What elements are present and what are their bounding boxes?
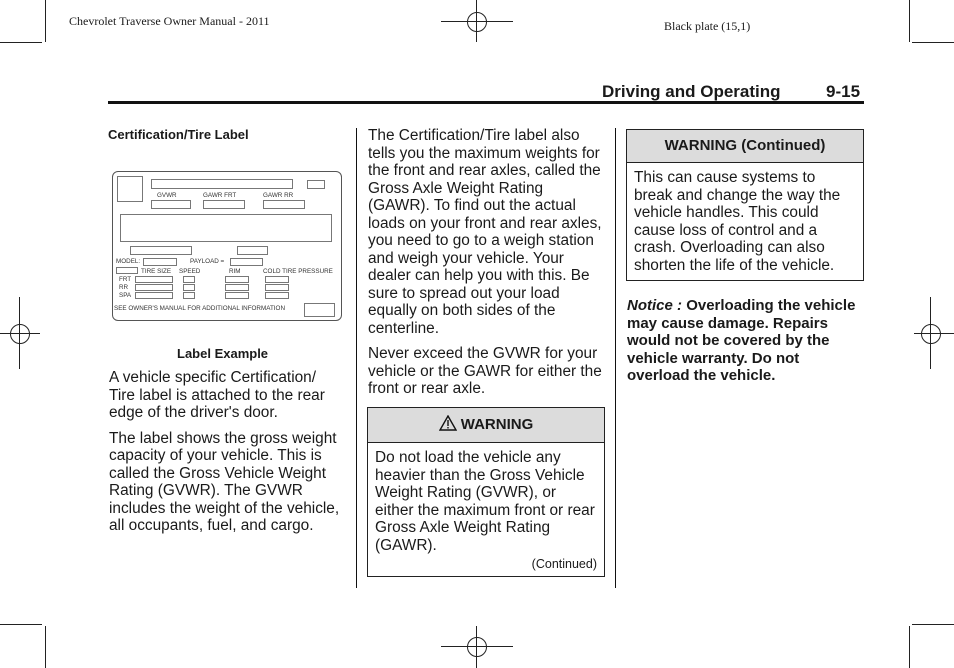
section-title: Driving and Operating (602, 82, 781, 101)
plate-label: Black plate (15,1) (664, 19, 751, 33)
warning-continued-body: This can cause systems to break and change the way the vehicle handles. This could cause loss of control and a crash. Overloading can also shorten the life of the vehicle. (634, 169, 841, 274)
manual-title: Chevrolet Traverse Owner Manual - 2011 (69, 14, 270, 28)
label-row-frt: FRT (119, 276, 132, 283)
header-rule (108, 101, 864, 104)
paragraph: Never exceed the GVWR for your vehicle or the GAWR for either the front or rear axle. (368, 345, 602, 397)
paragraph: A vehicle specific Certification/ Tire label is attached to the rear edge of the driver's door. (109, 369, 325, 421)
label-footer: SEE OWNER'S MANUAL FOR ADDITIONAL INFORMATION (114, 305, 285, 312)
warning-title: WARNING (460, 416, 534, 433)
label-row-rr: RR (119, 284, 129, 291)
crop-mark (912, 42, 954, 43)
label-cold-tire-pressure: COLD TIRE PRESSURE (263, 268, 333, 275)
left-body (109, 369, 344, 543)
certification-label-illustration (112, 171, 342, 321)
paragraph: The label shows the gross weight capacity of your vehicle. This is called the Gross Vehicle Weight Rating (GVWR). The GVWR includes the weight of the vehicle, all occupants, fuel, and cargo. (109, 429, 340, 534)
crop-mark (909, 0, 910, 42)
crop-mark (0, 42, 42, 43)
label-speed: SPEED (179, 268, 201, 275)
warning-box (367, 407, 605, 577)
notice-text: Overloading the vehicle may cause damage. Repairs would not be covered by the vehicle warranty. Do not overload the vehicle. (627, 297, 856, 385)
section-heading: Certification/Tire Label (108, 127, 249, 142)
paragraph: The Certification/Tire label also tells you the maximum weights for the front and rear axles, called the Gross Axle Weight Rating (GAWR). To find out the actual loads on your front and rear axles, you need to go to a weigh station and weigh your vehicle. Your dealer can help you with this. Be sure to spread out your load equally on both sides of the centerline. (368, 127, 602, 337)
warning-continued-box (626, 129, 864, 281)
notice-label: Notice : (627, 297, 683, 314)
column-divider (356, 128, 357, 588)
label-gawr-rr: GAWR RR (263, 192, 294, 199)
label-row-spa: SPA (119, 292, 132, 299)
warning-triangle-icon (439, 415, 457, 431)
crop-mark (909, 626, 910, 668)
label-tire-size: TIRE SIZE (141, 268, 172, 275)
crop-mark (912, 624, 954, 625)
crop-mark (45, 0, 46, 42)
label-model: MODEL: (116, 258, 141, 265)
crop-mark (45, 626, 46, 668)
label-gvwr: GVWR (157, 192, 177, 199)
continued-note: (Continued) (531, 557, 597, 571)
crop-mark (0, 624, 42, 625)
warning-body: Do not load the vehicle any heavier than the Gross Vehicle Weight Rating (GVWR), or either the maximum front or rear Gross Axle Weight Rating (GAWR). (375, 449, 595, 554)
notice-block (627, 297, 863, 385)
label-payload: PAYLOAD = (190, 258, 225, 265)
label-gawr-frt: GAWR FRT (203, 192, 237, 199)
warning-header (368, 408, 604, 443)
middle-body (368, 127, 602, 406)
page-number: 9-15 (826, 82, 861, 101)
warning-continued-title: WARNING (Continued) (627, 130, 863, 163)
figure-caption: Label Example (177, 346, 269, 361)
column-divider (615, 128, 616, 588)
label-rim: RIM (229, 268, 241, 275)
